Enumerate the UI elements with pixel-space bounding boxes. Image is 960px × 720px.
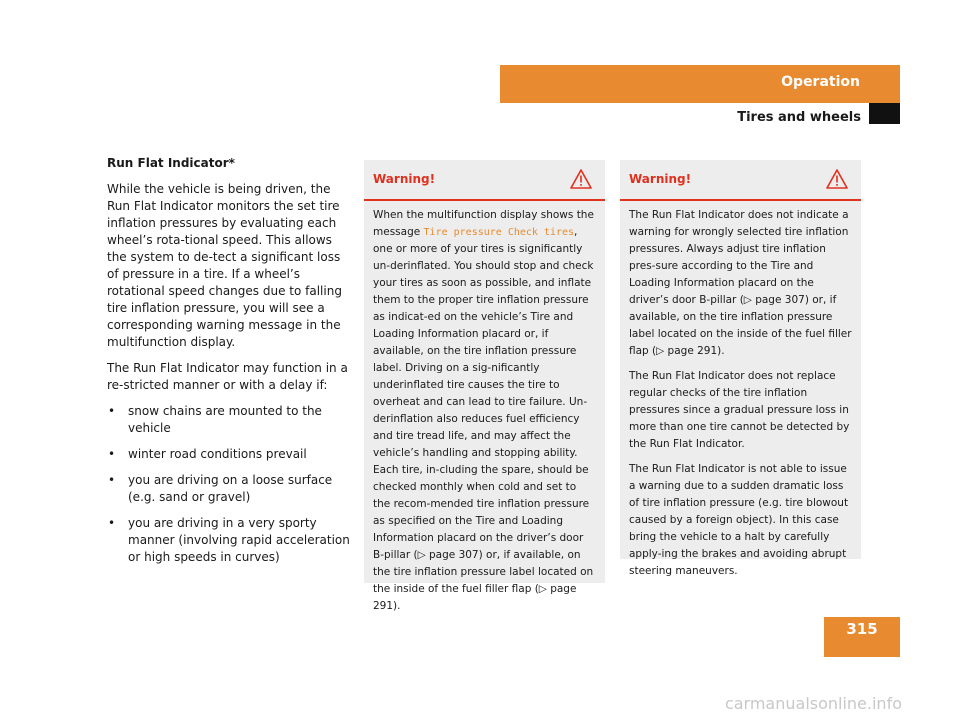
- bullet: •: [108, 473, 116, 487]
- warning-box-2: [620, 160, 861, 577]
- warning-title: Warning!: [629, 172, 692, 186]
- list-item: • winter road conditions prevail: [108, 447, 307, 461]
- bullet: •: [108, 516, 116, 530]
- intro-paragraph: While the vehicle is being driven, the Run Flat Indicator monitors the set tire inflation pressures by evaluating each wheel’s rota-tional speed. This allows the system to de-tect a significant loss of pressure in a tire. If a wheel’s rotational speed changes due to falling tire inflation pressure, you will see a corresponding warning message in the multifunction display.: [107, 182, 342, 349]
- warning-paragraph: The Run Flat Indicator does not indicate a warning for wrongly selected tire inflation pressures. Always adjust tire inflation pres-sure according to the Tire and Loading Information placard on the driver’s door B-pillar (▷ page 307) or, if available, on the tire inflation pressure label located on the inside of the fuel filler flap (▷ page 291).: [629, 209, 852, 357]
- warning-body: When the multifunction display shows the message Tire pressure Check tires, one or more of your tires is significantly un-derinflated. You should stop and check your tires as soon as possible, and inflate them to the proper tire inflation pressure as indicat-ed on the vehicle’s Tire and Loading Information placard or, if available, on the tire inflation pressure label. Driving on a sig-nificantly underinflated tire causes the tire to overheat and can lead to tire failure. Un-derinflation also reduces fuel efficiency and tire tread life, and may affect the vehicle’s handling and stopping ability. Each tire, in-cluding the spare, should be checked monthly when cold and set to the recom-mended tire inflation pressure as specified on the Tire and Loading Information placard on the driver’s door B-pillar (▷ page 307) or, if available, on the tire inflation pressure label located on the inside of the fuel filler flap (▷ page 291).: [373, 209, 594, 612]
- warning-title: Warning!: [373, 172, 436, 186]
- conditions-list: [107, 403, 352, 566]
- list-item: • snow chains are mounted to the vehicle: [108, 404, 322, 435]
- display-message: Tire pressure Check tires: [423, 227, 575, 238]
- warning-header: [364, 160, 605, 201]
- page-number: 315: [824, 617, 900, 657]
- list-item: • you are driving in a very sporty manner (involving rapid acceleration or high speeds in curves): [108, 516, 350, 564]
- bullet: •: [108, 447, 116, 461]
- section-heading: Run Flat Indicator*: [107, 156, 235, 170]
- header-marker: [869, 103, 900, 124]
- bullet: •: [108, 404, 116, 418]
- header-bar: [500, 65, 900, 103]
- warning-triangle-icon: [570, 169, 592, 193]
- section-title: Operation: [781, 74, 860, 90]
- subsection-title: Tires and wheels: [737, 110, 861, 125]
- warning-paragraph: The Run Flat Indicator is not able to issue a warning due to a sudden dramatic loss of tire inflation pressure (e.g. tire blowout caused by a foreign object). In this case bring the vehicle to a halt by carefully apply-ing the brakes and avoiding abrupt steering maneuvers.: [629, 463, 849, 577]
- warning-paragraph: The Run Flat Indicator does not replace regular checks of the tire inflation pressures since a gradual pressure loss in more than one tire cannot be detected by the Run Flat Indicator.: [629, 370, 850, 450]
- warning-body: [620, 201, 861, 598]
- left-column: [107, 155, 352, 575]
- conditions-paragraph: The Run Flat Indicator may function in a re-stricted manner or with a delay if:: [107, 361, 348, 392]
- watermark: carmanualsonline.info: [724, 694, 902, 713]
- warning-triangle-icon: [826, 169, 848, 193]
- warning-header: [620, 160, 861, 201]
- warning-box-1: [364, 160, 605, 612]
- list-item: • you are driving on a loose surface (e.g. sand or gravel): [108, 473, 333, 504]
